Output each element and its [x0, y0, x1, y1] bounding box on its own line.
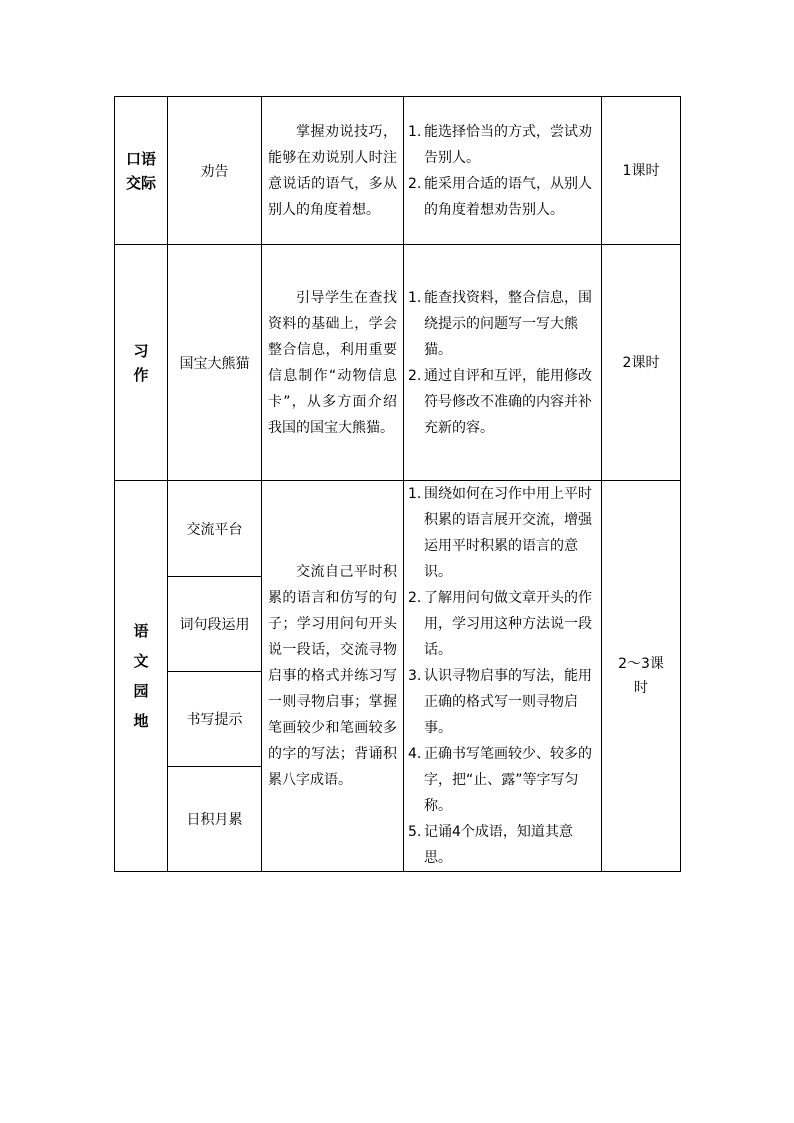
hours-cell [602, 481, 681, 872]
goal-text: 掌握劝说技巧，能够在劝说别人时注意说话的语气，多从别人的角度着想。 [268, 123, 397, 218]
table-row [115, 97, 681, 245]
subtopic-cell: 交流平台 [168, 481, 262, 577]
objective-item: 1. 能查找资料，整合信息，围绕提示的问题写一写大熊猫。 [408, 289, 592, 358]
objectives-cell [404, 97, 602, 245]
subtopic-cell: 日积月累 [168, 767, 262, 872]
objective-list [408, 119, 597, 223]
category-cell [115, 245, 168, 481]
objective-item: 4. 正确书写笔画较少、较多的字，把“止、露”等字写匀称。 [408, 746, 592, 814]
category-label: 习作 [133, 341, 149, 384]
subtopic-cell: 词句段运用 [168, 577, 262, 671]
goal-cell [262, 97, 404, 245]
table-row [115, 245, 681, 481]
goal-text: 交流自己平时积累的语言和仿写的句子；学习用问句开头说一段话，交流寻物启事的格式并练习写一则寻物启事；掌握笔画较少和笔画较多的字的写法；背诵积累八字成语。 [268, 564, 397, 788]
hours-cell: 1课时 [602, 97, 681, 245]
goal-cell [262, 245, 404, 481]
subtopic-cell: 书写提示 [168, 671, 262, 766]
objective-item: 3. 认识寻物启事的写法，能用正确的格式写一则寻物启事。 [408, 668, 592, 736]
category-cell [115, 97, 168, 245]
objective-item: 2. 了解用问句做文章开头的作用，学习用这种方法说一段话。 [408, 590, 592, 658]
objective-item: 1. 能选择恰当的方式，尝试劝告别人。 [408, 123, 592, 166]
hours-cell: 2课时 [602, 245, 681, 481]
table-row [115, 481, 681, 577]
objective-item: 2. 能采用合适的语气，从别人的角度着想劝告别人。 [408, 175, 592, 218]
goal-text: 引导学生在查找资料的基础上，学会整合信息，利用重要信息制作“动物信息卡”，从多方面介绍我国的国宝大熊猫。 [268, 289, 397, 436]
category-cell [115, 481, 168, 872]
category-label: 口语交际 [125, 149, 156, 192]
objective-item: 5. 记诵4个成语，知道其意思。 [408, 824, 573, 866]
hours-label: 2～3课时 [618, 656, 664, 696]
objective-item: 2. 通过自评和互评，能用修改符号修改不准确的内容并补充新的容。 [408, 367, 592, 436]
objective-item: 1. 围绕如何在习作中用上平时积累的语言展开交流，增强运用平时积累的语言的意识。 [408, 486, 592, 580]
topic-cell: 劝告 [168, 97, 262, 245]
goal-cell [262, 481, 404, 872]
category-label: 语文园地 [133, 622, 149, 730]
lesson-plan-table [114, 96, 681, 872]
topic-cell: 国宝大熊猫 [168, 245, 262, 481]
objectives-cell [404, 245, 602, 481]
objectives-cell [404, 481, 602, 872]
objective-list [408, 285, 597, 441]
objective-list [408, 481, 597, 871]
